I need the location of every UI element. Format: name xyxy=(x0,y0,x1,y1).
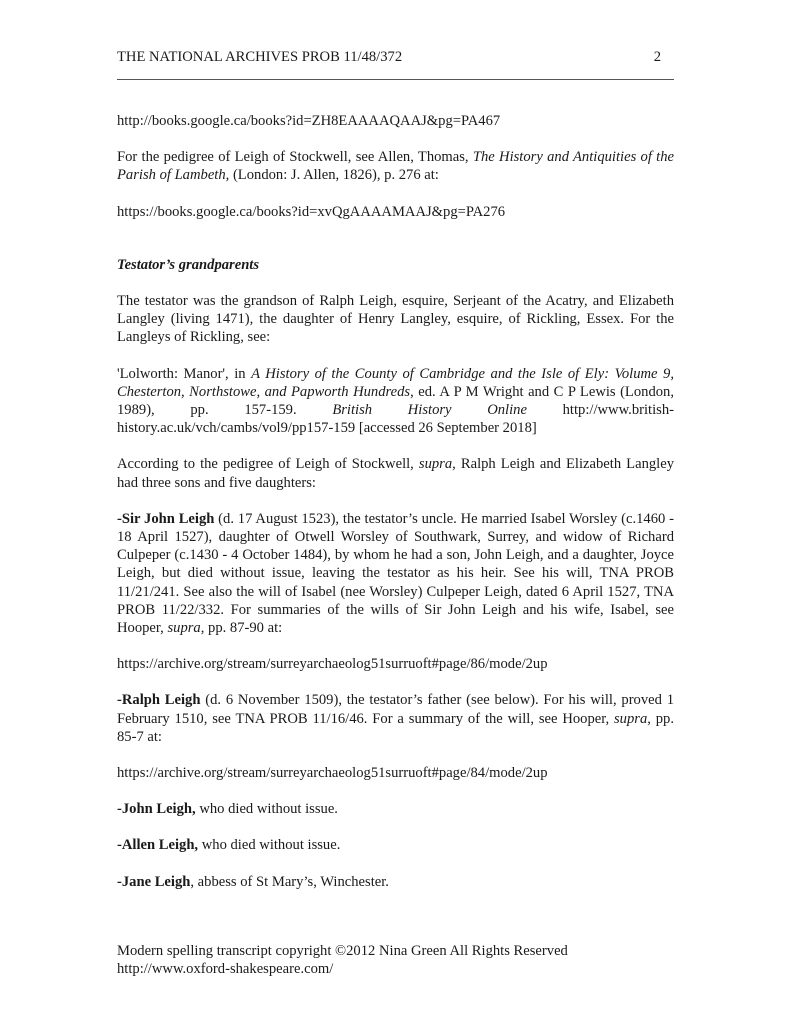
person-name: -Sir John Leigh xyxy=(117,510,215,527)
jane-leigh-entry xyxy=(117,873,674,891)
document-body xyxy=(117,112,674,909)
john-leigh-entry xyxy=(117,800,674,818)
text: 'Lolworth: Manor', in xyxy=(117,365,252,382)
url-archive-2: https://archive.org/stream/surreyarchaeolog51surruoft#page/84/mode/2up xyxy=(117,765,548,782)
person-name: -Ralph Leigh xyxy=(117,692,201,709)
allen-leigh-entry xyxy=(117,836,674,854)
person-name: -Allen Leigh, xyxy=(117,837,199,854)
text: For the pedigree of Leigh of Stockwell, see Allen, Thomas, xyxy=(117,149,473,166)
pedigree-paragraph xyxy=(117,148,674,184)
sir-john-leigh-entry xyxy=(117,510,674,637)
person-name: -Jane Leigh xyxy=(117,873,191,890)
page-number: 2 xyxy=(653,49,661,65)
text: , pp. 87-90 at: xyxy=(200,620,283,637)
supra: supra xyxy=(418,456,453,473)
source-title: British History Online xyxy=(332,402,527,419)
text: (d. 6 November 1509), the testator’s father (see below). For his will, proved 1 February 1510, see TNA PROB 11/16/46. For a summary of the will, see Hooper, xyxy=(117,692,675,727)
text: , ed. A P M Wright and C P Lewis (London, 1989), pp. 157-159. xyxy=(117,383,674,419)
lolworth-citation xyxy=(117,365,674,438)
text: who died without issue. xyxy=(195,801,338,818)
text: , pp. 85-7 at: xyxy=(117,710,674,745)
supra: supra xyxy=(614,710,648,727)
supra: supra xyxy=(167,620,201,637)
text: , Ralph Leigh and Elizabeth Langley had three sons and five daughters: xyxy=(117,456,674,491)
copyright-notice: Modern spelling transcript copyright ©2012 Nina Green All Rights Reserved xyxy=(117,943,568,959)
book-title: A History of the County of Cambridge and the Isle of Ely: Volume 9, Chesterton, Northstowe, and Papworth Hundreds xyxy=(117,365,674,400)
ralph-leigh-entry xyxy=(117,691,674,746)
footer-url: http://www.oxford-shakespeare.com/ xyxy=(117,961,334,977)
section-heading: Testator’s grandparents xyxy=(117,256,260,273)
page-header xyxy=(117,49,674,69)
document-title: THE NATIONAL ARCHIVES PROB 11/48/372 xyxy=(117,49,403,65)
text: (d. 17 August 1523), the testator’s uncle. He married Isabel Worsley (c.1460 - 18 April 1527), daughter of Otwell Worsley of Southwark, Surrey, and widow of Richard Culpeper (c.1430 - 4 October 1484), by whom he had a son, John Leigh, and a daughter, Joyce Leigh, but died without issue, leaving the testator as his heir. See his will, TNA PROB 11/21/241. See also the will of Isabel (nee Worsley) Culpeper Leigh, dated 6 April 1527, TNA PROB 11/22/332. For summaries of the wills of Sir John Leigh and his wife, Isabel, see Hooper, xyxy=(117,510,674,637)
page-footer xyxy=(117,942,674,978)
text: According to the pedigree of Leigh of Stockwell, xyxy=(117,456,419,473)
url-google-books-1: http://books.google.ca/books?id=ZH8EAAAAQAAJ&pg=PA467 xyxy=(117,113,501,129)
url-google-books-2: https://books.google.ca/books?id=xvQgAAAAMAAJ&pg=PA276 xyxy=(117,203,506,220)
book-title: The History and Antiquities of the Parish of Lambeth, xyxy=(117,149,674,184)
text: who died without issue. xyxy=(198,837,341,854)
header-divider xyxy=(117,79,674,80)
text: , abbess of St Mary’s, Winchester. xyxy=(190,873,389,890)
text: (London: J. Allen, 1826), p. 276 at: xyxy=(229,167,439,184)
according-paragraph xyxy=(117,455,674,491)
text: http://www.british-history.ac.uk/vch/cambs/vol9/pp157-159 [accessed 26 September 2018] xyxy=(117,402,674,437)
url-archive-1: https://archive.org/stream/surreyarchaeolog51surruoft#page/86/mode/2up xyxy=(117,656,548,673)
grandparents-paragraph: The testator was the grandson of Ralph Leigh, esquire, Serjeant of the Acatry, and Elizabeth Langley (living 1471), the daughter of Henry Langley, esquire, of Rickling, Essex. For the Langleys of Rickling, see: xyxy=(117,293,674,346)
person-name: -John Leigh, xyxy=(117,801,196,818)
